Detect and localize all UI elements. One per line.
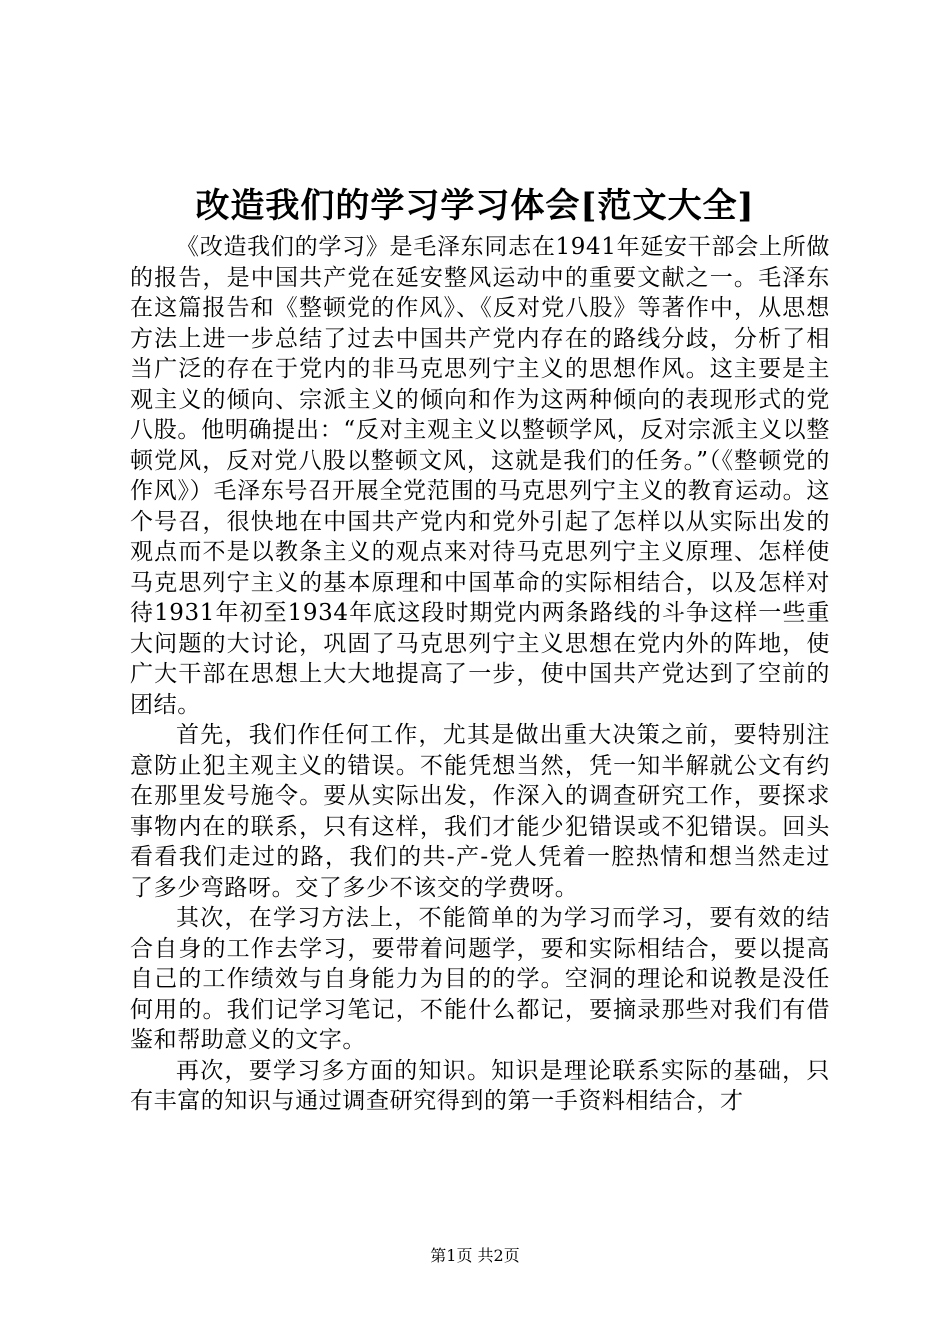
- paragraph-4: 再次，要学习多方面的知识。知识是理论联系实际的基础，只有丰富的知识与通过调查研究得到的第一手资料相结合，才: [130, 1057, 830, 1114]
- paragraph-1: 《改造我们的学习》是毛泽东同志在1941年延安干部会上所做的报告，是中国共产党在延安整风运动中的重要文献之一。毛泽东在这篇报告和《整顿党的作风》、《反对党八股》等著作中，从思想方法上进一步总结了过去中国共产党内存在的路线分歧，分析了相当广泛的存在于党内的非马克思列宁主义的思想作风。这主要是主观主义的倾向、宗派主义的倾向和作为这两种倾向的表现形式的党八股。他明确提出：“反对主观主义以整顿学风，反对宗派主义以整顿党风，反对党八股以整顿文风，这就是我们的任务。”（《整顿党的作风》）毛泽东号召开展全党范围的马克思列宁主义的教育运动。这个号召，很快地在中国共产党内和党外引起了怎样以从实际出发的观点而不是以教条主义的观点来对待马克思列宁主义原理、怎样使马克思列宁主义的基本原理和中国革命的实际相结合，以及怎样对待1931年初至1934年底这段时期党内两条路线的斗争这样一些重大问题的大讨论，巩固了马克思列宁主义思想在党内外的阵地，使广大干部在思想上大大地提高了一步，使中国共产党达到了空前的团结。: [130, 234, 830, 718]
- page-footer: [0, 1244, 950, 1268]
- document-body: [130, 232, 830, 1117]
- document-title: 改造我们的学习学习体会[范文大全]: [195, 186, 755, 226]
- page-number-label: 第1页 共2页: [430, 1246, 520, 1265]
- paragraph-3: 其次，在学习方法上，不能简单的为学习而学习，要有效的结合自身的工作去学习，要带着问题学，要和实际相结合，要以提高自己的工作绩效与自身能力为目的的学。空洞的理论和说教是没任何用的。我们记学习笔记，不能什么都记，要摘录那些对我们有借鉴和帮助意义的文字。: [130, 905, 830, 1053]
- paragraph-2: 首先，我们作任何工作，尤其是做出重大决策之前，要特别注意防止犯主观主义的错误。不能凭想当然，凭一知半解就公文有约在那里发号施令。要从实际出发，作深入的调查研究工作，要探求事物内在的联系，只有这样，我们才能少犯错误或不犯错误。回头看看我们走过的路，我们的共-产-党人凭着一腔热情和想当然走过了多少弯路呀。交了多少不该交的学费呀。: [130, 722, 830, 901]
